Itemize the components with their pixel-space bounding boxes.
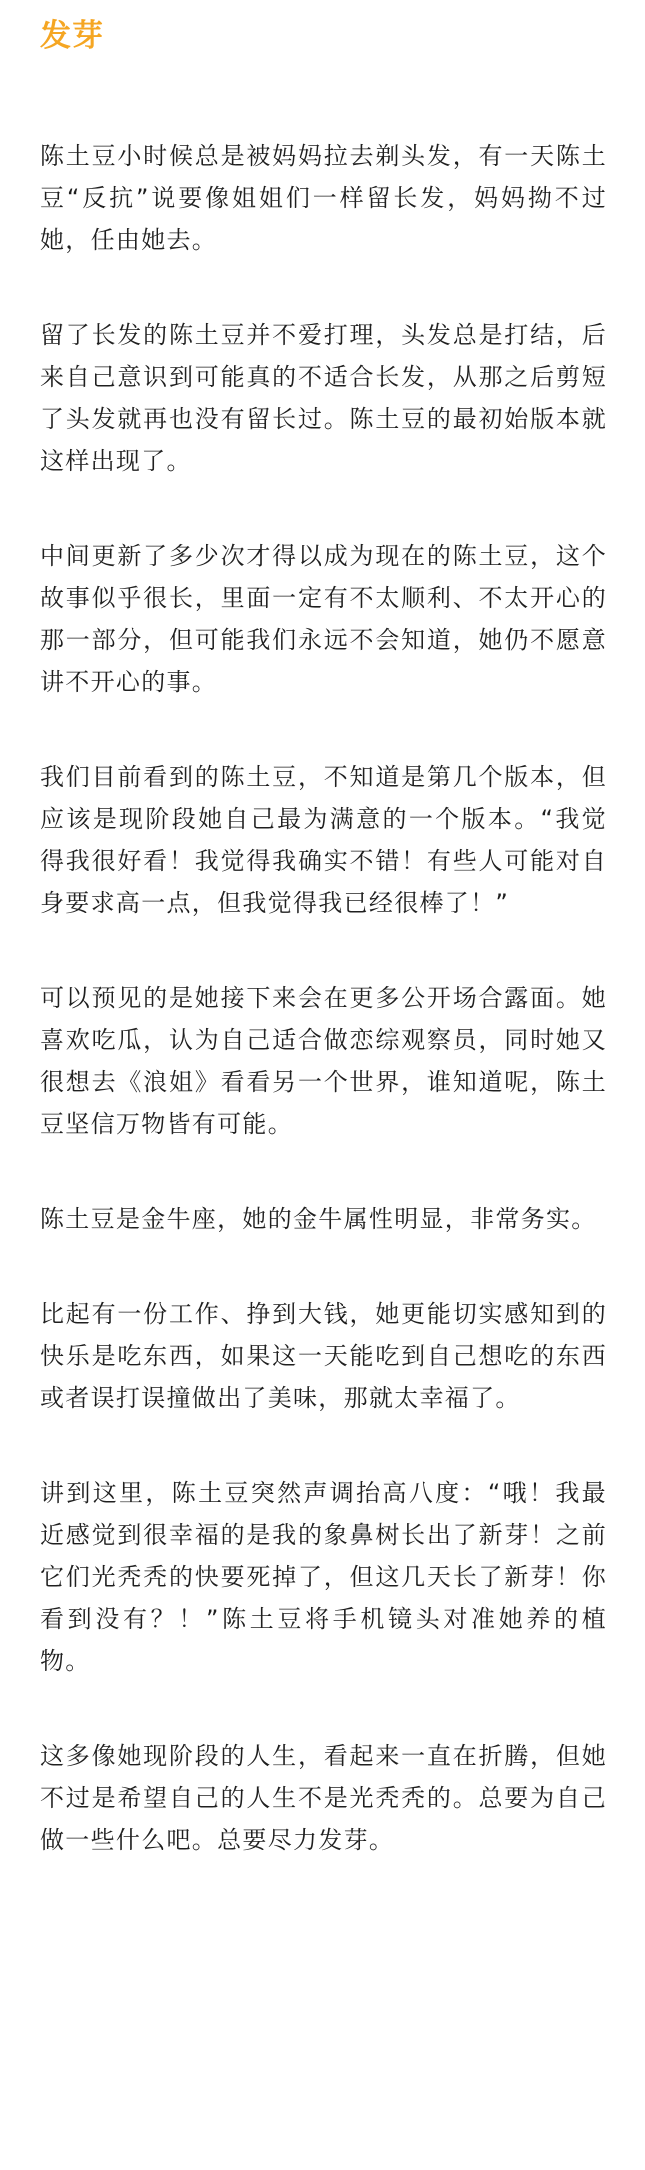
paragraph-9: 这多像她现阶段的人生，看起来一直在折腾，但她不过是希望自己的人生不是光秃秃的。总要为自己做一些什么吧。总要尽力发芽。 [40,1742,607,1854]
paragraph-3: 中间更新了多少次才得以成为现在的陈土豆，这个故事似乎很长，里面一定有不太顺利、不太开心的那一部分，但可能我们永远不会知道，她仍不愿意讲不开心的事。 [40,542,607,696]
paragraph-1: 陈土豆小时候总是被妈妈拉去剃头发，有一天陈土豆“反抗”说要像姐姐们一样留长发，妈妈拗不过她，任由她去。 [40,142,607,254]
paragraph-2: 留了长发的陈土豆并不爱打理，头发总是打结，后来自己意识到可能真的不适合长发，从那之后剪短了头发就再也没有留长过。陈土豆的最初始版本就这样出现了。 [40,321,607,475]
section-title: 发芽 [40,18,104,54]
paragraph-4: 我们目前看到的陈土豆，不知道是第几个版本，但应该是现阶段她自己最为满意的一个版本。“我觉得我很好看！我觉得我确实不错！有些人可能对自身要求高一点，但我觉得我已经很棒了！” [40,763,607,917]
paragraph-6: 陈土豆是金牛座，她的金牛属性明显，非常务实。 [40,1205,597,1233]
paragraph-7: 比起有一份工作、挣到大钱，她更能切实感知到的快乐是吃东西，如果这一天能吃到自己想吃的东西或者误打误撞做出了美味，那就太幸福了。 [40,1300,607,1412]
article-body [40,135,607,1861]
paragraph-8: 讲到这里，陈土豆突然声调抬高八度：“哦！我最近感觉到很幸福的是我的象鼻树长出了新芽！之前它们光秃秃的快要死掉了，但这几天长了新芽！你看到没有？！”陈土豆将手机镜头对准她养的植物。 [40,1479,607,1675]
paragraph-5: 可以预见的是她接下来会在更多公开场合露面。她喜欢吃瓜，认为自己适合做恋综观察员，同时她又很想去《浪姐》看看另一个世界，谁知道呢，陈土豆坚信万物皆有可能。 [40,984,607,1138]
